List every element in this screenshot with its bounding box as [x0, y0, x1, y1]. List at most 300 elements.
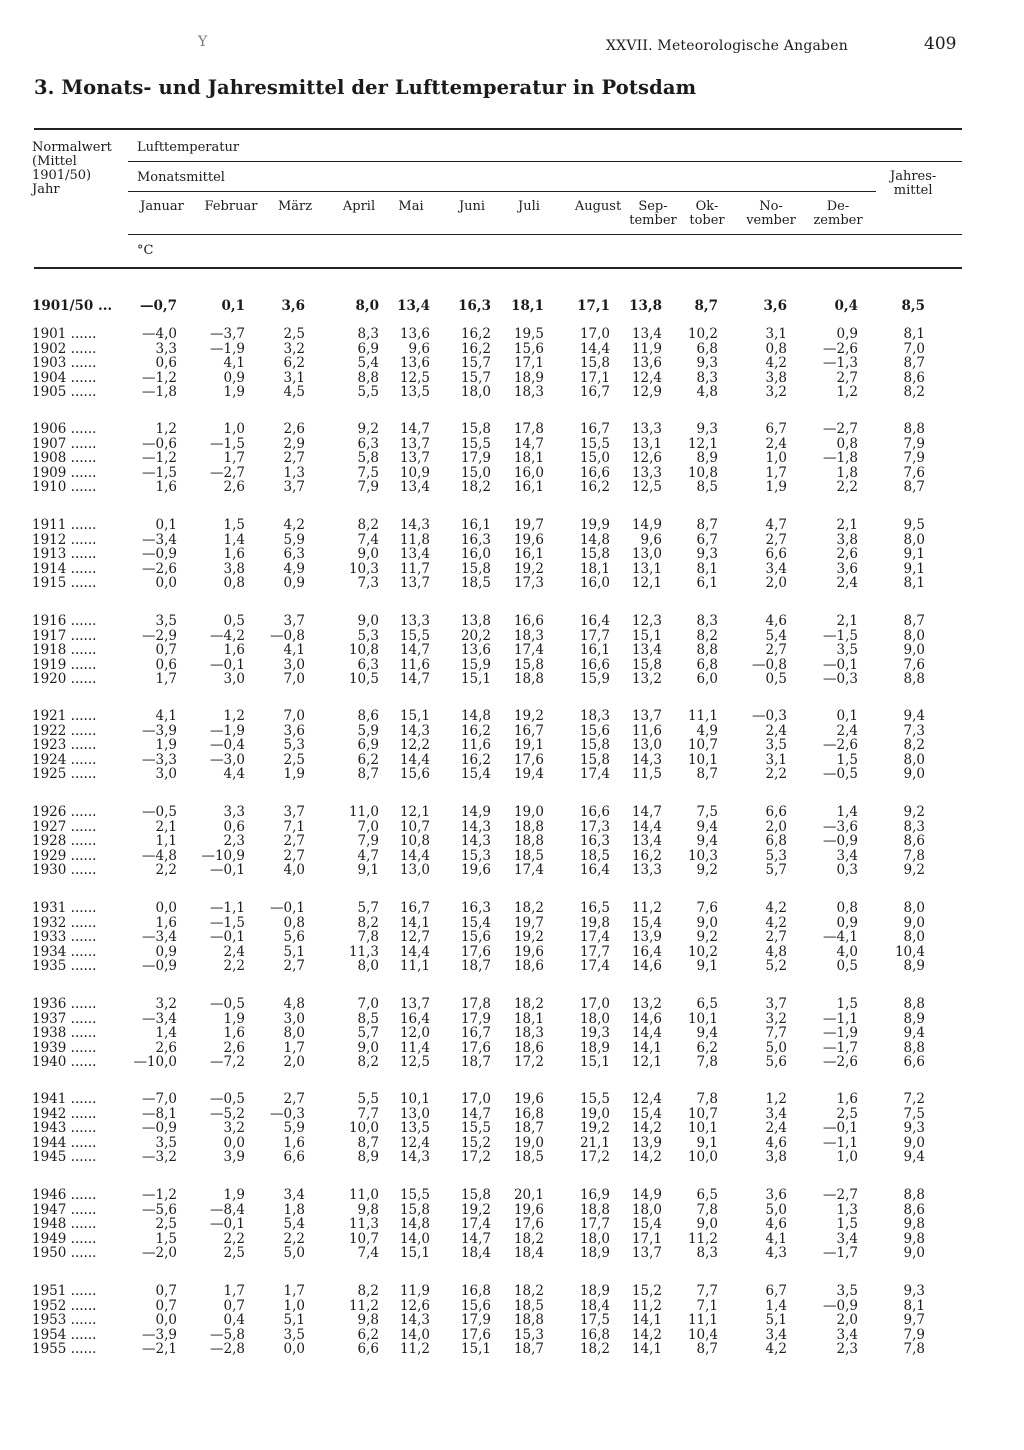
table-cell: 15,2 — [460, 1134, 491, 1151]
table-cell: 2,6 — [223, 479, 245, 496]
table-cell: 14,4 — [399, 847, 430, 864]
table-cell: —3,7 — [210, 326, 245, 342]
table-cell: 9,7 — [903, 1312, 925, 1329]
table-cell: 9,1 — [357, 862, 379, 879]
normal-row-value: 3,6 — [281, 298, 305, 314]
table-cell: 5,3 — [765, 847, 787, 864]
table-cell: 13,3 — [399, 613, 430, 629]
table-cell: 8,2 — [903, 384, 925, 401]
table-cell: —1,5 — [210, 914, 245, 931]
table-cell: 8,0 — [903, 900, 925, 916]
table-cell: 4,2 — [283, 517, 305, 533]
table-cell: 11,2 — [348, 1297, 379, 1314]
table-cell: 1,6 — [155, 914, 177, 931]
table-cell: 3,4 — [765, 560, 787, 577]
table-cell: 15,5 — [579, 1091, 610, 1107]
table-cell: 17,6 — [513, 1216, 544, 1233]
table-cell: —1,5 — [210, 435, 245, 452]
table-cell: 9,1 — [903, 546, 925, 563]
table-cell: 7,0 — [357, 996, 379, 1012]
year-label: 1939 ...... — [32, 1040, 97, 1056]
table-cell: 2,6 — [836, 546, 858, 563]
table-cell: 17,9 — [460, 1312, 491, 1329]
table-cell: 8,3 — [696, 1245, 718, 1262]
table-cell: 10,1 — [687, 1010, 718, 1027]
table-cell: 4,0 — [836, 943, 858, 960]
normal-row-label: 1901/50 ... — [32, 299, 113, 314]
table-cell: —2,7 — [823, 1187, 858, 1203]
table-cell: 17,4 — [579, 766, 610, 783]
table-cell: 3,5 — [155, 613, 177, 629]
table-cell: 2,5 — [155, 1216, 177, 1233]
table-cell: 13,7 — [631, 1245, 662, 1262]
table-cell: 16,3 — [460, 531, 491, 548]
table-cell: —10,0 — [133, 1054, 177, 1071]
table-cell: 9,4 — [903, 1149, 925, 1166]
table-cell: 16,7 — [513, 722, 544, 739]
table-cell: —1,1 — [823, 1010, 858, 1027]
table-cell: 9,1 — [696, 958, 718, 975]
table-cell: —8,1 — [142, 1105, 177, 1122]
table-cell: 9,2 — [903, 862, 925, 879]
table-cell: —1,1 — [823, 1134, 858, 1151]
table-cell: 8,2 — [357, 1054, 379, 1071]
table-cell: 14,3 — [460, 818, 491, 835]
year-label: 1911 ...... — [32, 518, 97, 533]
table-cell: 8,6 — [903, 833, 925, 850]
table-cell: 10,7 — [687, 1105, 718, 1122]
table-cell: 5,4 — [765, 627, 787, 644]
table-cell: 2,9 — [283, 435, 305, 452]
table-cell: 6,2 — [696, 1039, 718, 1056]
table-cell: 9,0 — [903, 642, 925, 659]
table-cell: 0,7 — [223, 1297, 245, 1314]
subgroup-header: Monatsmittel — [137, 170, 225, 185]
table-cell: 1,4 — [765, 1297, 787, 1314]
month-header-line: August — [574, 199, 622, 214]
year-label: 1949 ...... — [32, 1231, 97, 1247]
table-cell: 2,2 — [155, 862, 177, 879]
table-cell: —0,9 — [142, 1120, 177, 1137]
table-cell: 2,5 — [283, 751, 305, 768]
table-cell: 17,6 — [513, 751, 544, 768]
table-cell: 15,6 — [460, 929, 491, 946]
table-cell: 8,9 — [357, 1149, 379, 1166]
table-cell: 9,3 — [696, 546, 718, 563]
table-cell: 7,8 — [696, 1091, 718, 1107]
table-cell: 17,6 — [460, 1326, 491, 1343]
table-cell: 13,2 — [631, 996, 662, 1012]
table-cell: 8,8 — [696, 642, 718, 659]
table-cell: 7,9 — [903, 450, 925, 467]
table-cell: 4,8 — [765, 943, 787, 960]
table-cell: 18,4 — [460, 1245, 491, 1262]
year-label: 1920 ...... — [32, 672, 97, 688]
table-cell: 13,4 — [631, 326, 662, 342]
table-cell: 15,1 — [399, 708, 430, 724]
table-cell: 0,8 — [765, 340, 787, 357]
table-cell: 17,4 — [460, 1216, 491, 1233]
table-cell: 9,8 — [903, 1230, 925, 1247]
table-cell: 6,3 — [357, 435, 379, 452]
table-cell: —0,9 — [823, 1297, 858, 1314]
table-cell: 8,7 — [357, 1134, 379, 1151]
table-cell: 6,9 — [357, 737, 379, 754]
table-cell: 11,1 — [399, 958, 430, 975]
table-cell: 15,6 — [579, 722, 610, 739]
table-cell: —2,1 — [142, 1341, 177, 1358]
table-cell: 9,0 — [357, 546, 379, 563]
table-cell: 19,5 — [513, 326, 544, 342]
table-cell: 15,8 — [579, 737, 610, 754]
table-cell: 9,4 — [696, 833, 718, 850]
year-label: 1944 ...... — [32, 1135, 97, 1151]
table-cell: —7,2 — [210, 1054, 245, 1071]
table-cell: 16,1 — [513, 479, 544, 496]
table-cell: 8,8 — [903, 1187, 925, 1203]
table-cell: 13,9 — [631, 929, 662, 946]
table-cell: —3,9 — [142, 722, 177, 739]
table-cell: 8,0 — [903, 751, 925, 768]
table-cell: 8,0 — [903, 531, 925, 548]
table-cell: 15,8 — [579, 546, 610, 563]
table-cell: 6,7 — [765, 1283, 787, 1299]
table-cell: 1,9 — [223, 1187, 245, 1203]
table-cell: 7,5 — [903, 1105, 925, 1122]
table-cell: 14,4 — [399, 943, 430, 960]
table-cell: 7,8 — [903, 847, 925, 864]
table-cell: 15,8 — [460, 421, 491, 437]
table-cell: —3,9 — [142, 1326, 177, 1343]
table-cell: 15,3 — [460, 847, 491, 864]
table-cell: 16,0 — [513, 464, 544, 481]
table-cell: 1,7 — [283, 1039, 305, 1056]
table-cell: 2,4 — [223, 943, 245, 960]
table-cell: —0,1 — [823, 656, 858, 673]
normal-row-value: 0,4 — [834, 298, 858, 314]
table-cell: 19,9 — [579, 517, 610, 533]
year-label: 1951 ...... — [32, 1284, 97, 1299]
year-label: 1941 ...... — [32, 1092, 97, 1107]
table-cell: —0,1 — [210, 656, 245, 673]
table-cell: 5,7 — [357, 900, 379, 916]
year-label: 1942 ...... — [32, 1106, 97, 1122]
table-cell: 8,2 — [357, 914, 379, 931]
table-cell: 18,4 — [579, 1297, 610, 1314]
table-cell: 10,1 — [687, 1120, 718, 1137]
table-cell: 4,9 — [283, 560, 305, 577]
table-cell: 14,4 — [631, 1025, 662, 1042]
table-cell: 18,5 — [513, 1149, 544, 1166]
table-cell: 8,3 — [903, 818, 925, 835]
table-cell: 11,9 — [399, 1283, 430, 1299]
table-cell: 11,0 — [348, 1187, 379, 1203]
table-cell: 8,9 — [696, 450, 718, 467]
table-cell: 16,1 — [579, 642, 610, 659]
table-cell: 8,7 — [696, 766, 718, 783]
month-header-line: vember — [746, 213, 796, 228]
table-cell: 2,4 — [765, 1120, 787, 1137]
table-cell: 8,3 — [696, 369, 718, 386]
table-cell: 16,7 — [579, 384, 610, 401]
table-cell: 18,7 — [460, 1054, 491, 1071]
table-cell: 17,8 — [460, 996, 491, 1012]
table-cell: 4,1 — [283, 642, 305, 659]
table-cell: —1,5 — [142, 464, 177, 481]
table-cell: 19,0 — [579, 1105, 610, 1122]
table-cell: 8,2 — [357, 1283, 379, 1299]
table-cell: 17,6 — [460, 943, 491, 960]
table-cell: 10,7 — [687, 737, 718, 754]
table-cell: 5,3 — [357, 627, 379, 644]
table-cell: 0,8 — [836, 435, 858, 452]
year-label: 1931 ...... — [32, 901, 97, 916]
table-cell: 18,9 — [579, 1039, 610, 1056]
table-cell: 4,6 — [765, 1134, 787, 1151]
month-header-line: Juni — [458, 199, 486, 214]
year-label: 1932 ...... — [32, 915, 97, 931]
table-cell: 7,1 — [283, 818, 305, 835]
normal-row-value: 8,7 — [694, 298, 718, 314]
table-cell: 1,2 — [223, 708, 245, 724]
table-cell: 11,5 — [631, 766, 662, 783]
table-cell: 16,6 — [579, 464, 610, 481]
table-cell: 11,2 — [399, 1341, 430, 1358]
table-cell: 4,8 — [696, 384, 718, 401]
table-cell: 16,1 — [460, 517, 491, 533]
table-cell: 10,4 — [894, 943, 925, 960]
table-cell: 9,8 — [357, 1201, 379, 1218]
table-cell: 3,5 — [765, 737, 787, 754]
table-cell: —0,5 — [210, 996, 245, 1012]
table-cell: 0,1 — [836, 708, 858, 724]
table-cell: 2,4 — [765, 435, 787, 452]
table-cell: 13,3 — [631, 421, 662, 437]
table-cell: 0,5 — [836, 958, 858, 975]
year-label: 1912 ...... — [32, 532, 97, 548]
table-cell: 18,3 — [513, 627, 544, 644]
year-label: 1929 ...... — [32, 848, 97, 864]
table-cell: 14,0 — [399, 1230, 430, 1247]
table-cell: 9,8 — [903, 1216, 925, 1233]
table-cell: 3,7 — [283, 479, 305, 496]
table-cell: 18,0 — [460, 384, 491, 401]
table-cell: 4,1 — [765, 1230, 787, 1247]
table-cell: —0,4 — [210, 737, 245, 754]
page-number: 409 — [924, 34, 957, 54]
table-cell: 8,0 — [283, 1025, 305, 1042]
table-cell: 14,3 — [399, 722, 430, 739]
table-cell: 7,4 — [357, 1245, 379, 1262]
table-cell: 19,7 — [513, 517, 544, 533]
table-cell: 14,6 — [631, 958, 662, 975]
table-cell: 10,4 — [687, 1326, 718, 1343]
table-cell: 8,0 — [903, 929, 925, 946]
year-label: 1928 ...... — [32, 834, 97, 850]
table-cell: 12,5 — [399, 1054, 430, 1071]
table-cell: 9,0 — [903, 914, 925, 931]
normal-row-value: 13,4 — [397, 298, 430, 314]
table-cell: —0,1 — [210, 929, 245, 946]
table-cell: 14,6 — [631, 1010, 662, 1027]
table-cell: 4,2 — [765, 355, 787, 372]
table-cell: 2,2 — [283, 1230, 305, 1247]
table-cell: 6,9 — [357, 340, 379, 357]
table-cell: 7,5 — [696, 804, 718, 820]
table-cell: 1,7 — [223, 450, 245, 467]
table-cell: 2,2 — [836, 479, 858, 496]
table-cell: 11,2 — [687, 1230, 718, 1247]
table-cell: 16,7 — [460, 1025, 491, 1042]
table-cell: —1,2 — [142, 1187, 177, 1203]
table-cell: 1,2 — [155, 421, 177, 437]
table-cell: 10,7 — [348, 1230, 379, 1247]
table-cell: 10,8 — [348, 642, 379, 659]
year-label: 1907 ...... — [32, 436, 97, 452]
table-cell: 2,4 — [836, 575, 858, 592]
table-cell: 8,1 — [903, 575, 925, 592]
table-cell: 18,1 — [579, 560, 610, 577]
table-cell: 19,2 — [513, 929, 544, 946]
table-cell: 12,3 — [631, 613, 662, 629]
table-cell: 8,0 — [903, 627, 925, 644]
table-cell: 5,9 — [283, 531, 305, 548]
table-cell: 3,5 — [283, 1326, 305, 1343]
table-cell: 15,8 — [579, 751, 610, 768]
table-cell: 2,5 — [223, 1245, 245, 1262]
table-cell: 16,0 — [579, 575, 610, 592]
table-cell: 4,9 — [696, 722, 718, 739]
table-cell: 15,6 — [460, 1297, 491, 1314]
table-cell: 8,7 — [903, 355, 925, 372]
table-cell: 15,1 — [579, 1054, 610, 1071]
year-label: 1906 ...... — [32, 422, 97, 437]
table-cell: 14,1 — [631, 1312, 662, 1329]
table-cell: 3,5 — [836, 642, 858, 659]
stub-line: Jahr — [32, 182, 60, 197]
table-cell: 1,6 — [155, 479, 177, 496]
table-cell: 17,6 — [460, 1039, 491, 1056]
table-cell: 6,8 — [765, 833, 787, 850]
table-cell: 8,8 — [903, 671, 925, 688]
table-cell: 1,5 — [155, 1230, 177, 1247]
table-cell: 0,9 — [836, 326, 858, 342]
year-label: 1919 ...... — [32, 657, 97, 673]
table-cell: 1,7 — [283, 1283, 305, 1299]
table-cell: 0,6 — [223, 818, 245, 835]
table-cell: 16,6 — [579, 656, 610, 673]
table-cell: —0,8 — [270, 627, 305, 644]
table-cell: 5,0 — [283, 1245, 305, 1262]
table-cell: 4,3 — [765, 1245, 787, 1262]
table-cell: 5,5 — [357, 1091, 379, 1107]
table-cell: 3,7 — [283, 613, 305, 629]
table-cell: 13,6 — [460, 642, 491, 659]
table-cell: 9,3 — [696, 421, 718, 437]
table-cell: 9,2 — [903, 804, 925, 820]
table-cell: 17,8 — [513, 421, 544, 437]
table-cell: 15,7 — [460, 355, 491, 372]
table-cell: 16,7 — [579, 421, 610, 437]
table-title: 3. Monats- und Jahresmittel der Lufttemperatur in Potsdam — [34, 76, 697, 99]
table-cell: 2,3 — [223, 833, 245, 850]
table-cell: 14,2 — [631, 1120, 662, 1137]
year-label: 1923 ...... — [32, 738, 97, 754]
normal-row-value: 16,3 — [458, 298, 491, 314]
table-cell: —5,6 — [142, 1201, 177, 1218]
table-cell: 6,6 — [765, 546, 787, 563]
table-cell: 16,4 — [399, 1010, 430, 1027]
table-cell: 5,0 — [765, 1039, 787, 1056]
year-label: 1918 ...... — [32, 643, 97, 659]
table-cell: 9,4 — [696, 1025, 718, 1042]
table-cell: 7,8 — [357, 929, 379, 946]
table-cell: 19,0 — [513, 1134, 544, 1151]
table-cell: —0,8 — [752, 656, 787, 673]
year-label: 1909 ...... — [32, 465, 97, 481]
table-cell: 2,7 — [765, 642, 787, 659]
year-label: 1924 ...... — [32, 752, 97, 768]
table-cell: 2,1 — [155, 818, 177, 835]
table-cell: 6,2 — [357, 1326, 379, 1343]
table-cell: 18,8 — [513, 818, 544, 835]
table-cell: 10,3 — [348, 560, 379, 577]
table-cell: 13,4 — [399, 479, 430, 496]
table-cell: 14,7 — [460, 1105, 491, 1122]
annual-line: mittel — [893, 183, 933, 198]
table-cell: 9,0 — [357, 613, 379, 629]
table-cell: 16,8 — [460, 1283, 491, 1299]
table-cell: 8,7 — [696, 1341, 718, 1358]
year-label: 1925 ...... — [32, 767, 97, 783]
table-cell: 8,6 — [903, 369, 925, 386]
table-cell: 10,8 — [399, 833, 430, 850]
table-cell: 2,0 — [283, 1054, 305, 1071]
table-cell: 4,7 — [357, 847, 379, 864]
table-cell: 4,7 — [765, 517, 787, 533]
table-cell: 13,0 — [631, 546, 662, 563]
month-header-line: Januar — [140, 199, 184, 214]
table-cell: 18,2 — [460, 479, 491, 496]
year-label: 1936 ...... — [32, 997, 97, 1012]
table-cell: 3,0 — [283, 1010, 305, 1027]
table-cell: 1,9 — [283, 766, 305, 783]
table-cell: 7,3 — [903, 722, 925, 739]
table-cell: 14,7 — [631, 804, 662, 820]
normal-row-value: 8,0 — [355, 298, 379, 314]
table-cell: —3,0 — [210, 751, 245, 768]
table-cell: 5,7 — [765, 862, 787, 879]
table-cell: 18,6 — [513, 1039, 544, 1056]
table-cell: 8,2 — [903, 737, 925, 754]
table-cell: 3,4 — [836, 847, 858, 864]
table-cell: 2,3 — [836, 1341, 858, 1358]
table-cell: 1,2 — [836, 384, 858, 401]
table-cell: —1,2 — [142, 369, 177, 386]
table-cell: 8,8 — [357, 369, 379, 386]
table-cell: 11,6 — [399, 656, 430, 673]
month-header-line: tober — [689, 213, 725, 228]
table-cell: 13,7 — [631, 708, 662, 724]
table-cell: 6,5 — [696, 1187, 718, 1203]
table-cell: 5,0 — [765, 1201, 787, 1218]
table-cell: 4,2 — [765, 1341, 787, 1358]
table-cell: 12,7 — [399, 929, 430, 946]
table-cell: 1,6 — [223, 1025, 245, 1042]
table-cell: 15,9 — [579, 671, 610, 688]
table-cell: 5,2 — [765, 958, 787, 975]
table-cell: 5,9 — [283, 1120, 305, 1137]
